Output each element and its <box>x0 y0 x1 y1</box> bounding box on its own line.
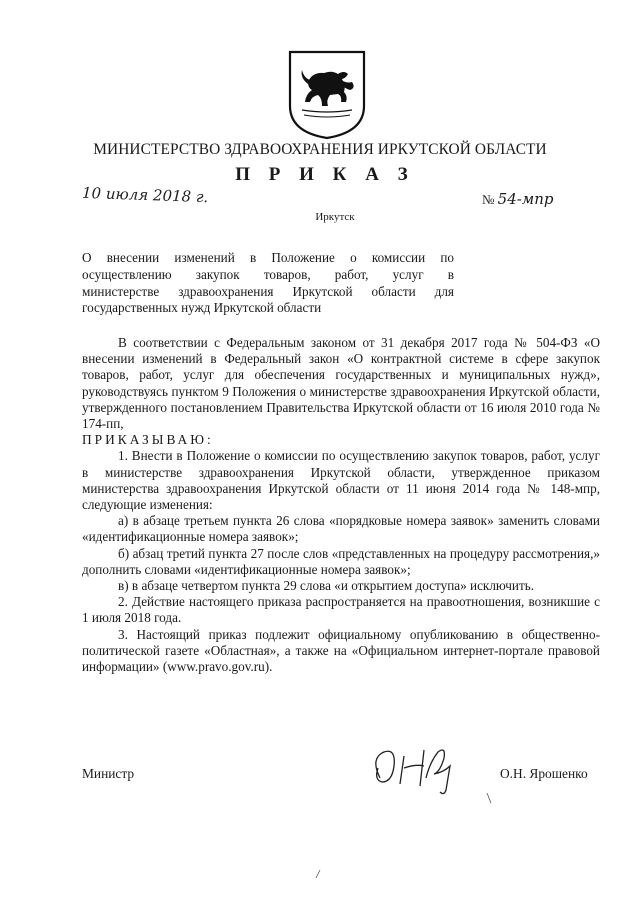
item-3: 3. Настоящий приказ подлежит официальному опубликованию в общественно-политической газете «Областная», а также на «Официальном интернет-портале правовой информации» (www.pravo.gov.ru). <box>82 626 600 675</box>
signatory-name: О.Н. Ярошенко <box>500 766 588 781</box>
subject-line: государственных нужд Иркутской области <box>82 300 322 316</box>
scan-mark <box>486 792 492 804</box>
subject-line: осуществлению закупок товаров, работ, услуг в <box>82 266 454 282</box>
prikazyvayu-heading <box>82 432 600 448</box>
item-1b: б) абзац третий пункта 27 после слов «представленных на процедуру рассмотрения,» дополнить словами «идентификационные номера заявок»; <box>82 545 600 577</box>
preamble-paragraph: В соответствии с Федеральным законом от 31 декабря 2017 года № 504-ФЗ «О внесении изменений в Федеральный закон «О контрактной системе в сфере закупок товаров, работ, услуг для обеспечения государственных и муниципальных нужд», руководствуясь пунктом 9 Положения о министерстве здравоохранения Иркутской области, утвержденного постановлением Правительства Иркутской области от 16 июля 2010 года № 174-пп, <box>82 335 600 432</box>
handwritten-signature <box>360 738 490 798</box>
item-1: 1. Внести в Положение о комиссии по осуществлению закупок товаров, работ, услуг в министерстве здравоохранения Иркутской области, утвержденное приказом министерства здравоохранения Иркутской области от 11 июня 2014 года № 148-мпр, следующие изменения: <box>82 448 600 513</box>
order-subject <box>82 250 454 317</box>
ministry-name: МИНИСТЕРСТВО ЗДРАВООХРАНЕНИЯ ИРКУТСКОЙ ОБЛАСТИ <box>93 141 547 158</box>
item-1c: в) в абзаце четвертом пункта 29 слова «и открытием доступа» исключить. <box>118 578 535 594</box>
order-number <box>482 190 554 208</box>
item-2: 2. Действие настоящего приказа распространяется на правоотношения, возникшие с 1 июля 2018 года. <box>82 594 600 626</box>
subject-line: министерстве здравоохранения Иркутской области для <box>82 283 454 299</box>
order-body <box>82 335 600 675</box>
subject-line: О внесении изменений в Положение о комиссии по <box>82 250 454 265</box>
scan-mark <box>315 869 321 879</box>
coat-of-arms-emblem <box>286 48 368 140</box>
signatory-position: Министр <box>82 766 135 781</box>
item-1a: а) в абзаце третьем пункта 26 слова «порядковые номера заявок» заменить словами «идентификационные номера заявок»; <box>82 513 600 545</box>
order-date: 10 июля 2018 г. <box>81 183 209 207</box>
city: Иркутск <box>315 211 355 223</box>
order-number-prefix: № <box>482 192 495 207</box>
document-title: П Р И К А З <box>235 164 415 185</box>
prikazyvayu-text: ПРИКАЗЫВАЮ: <box>82 432 214 448</box>
order-number-value: 54-мпр <box>497 190 554 208</box>
